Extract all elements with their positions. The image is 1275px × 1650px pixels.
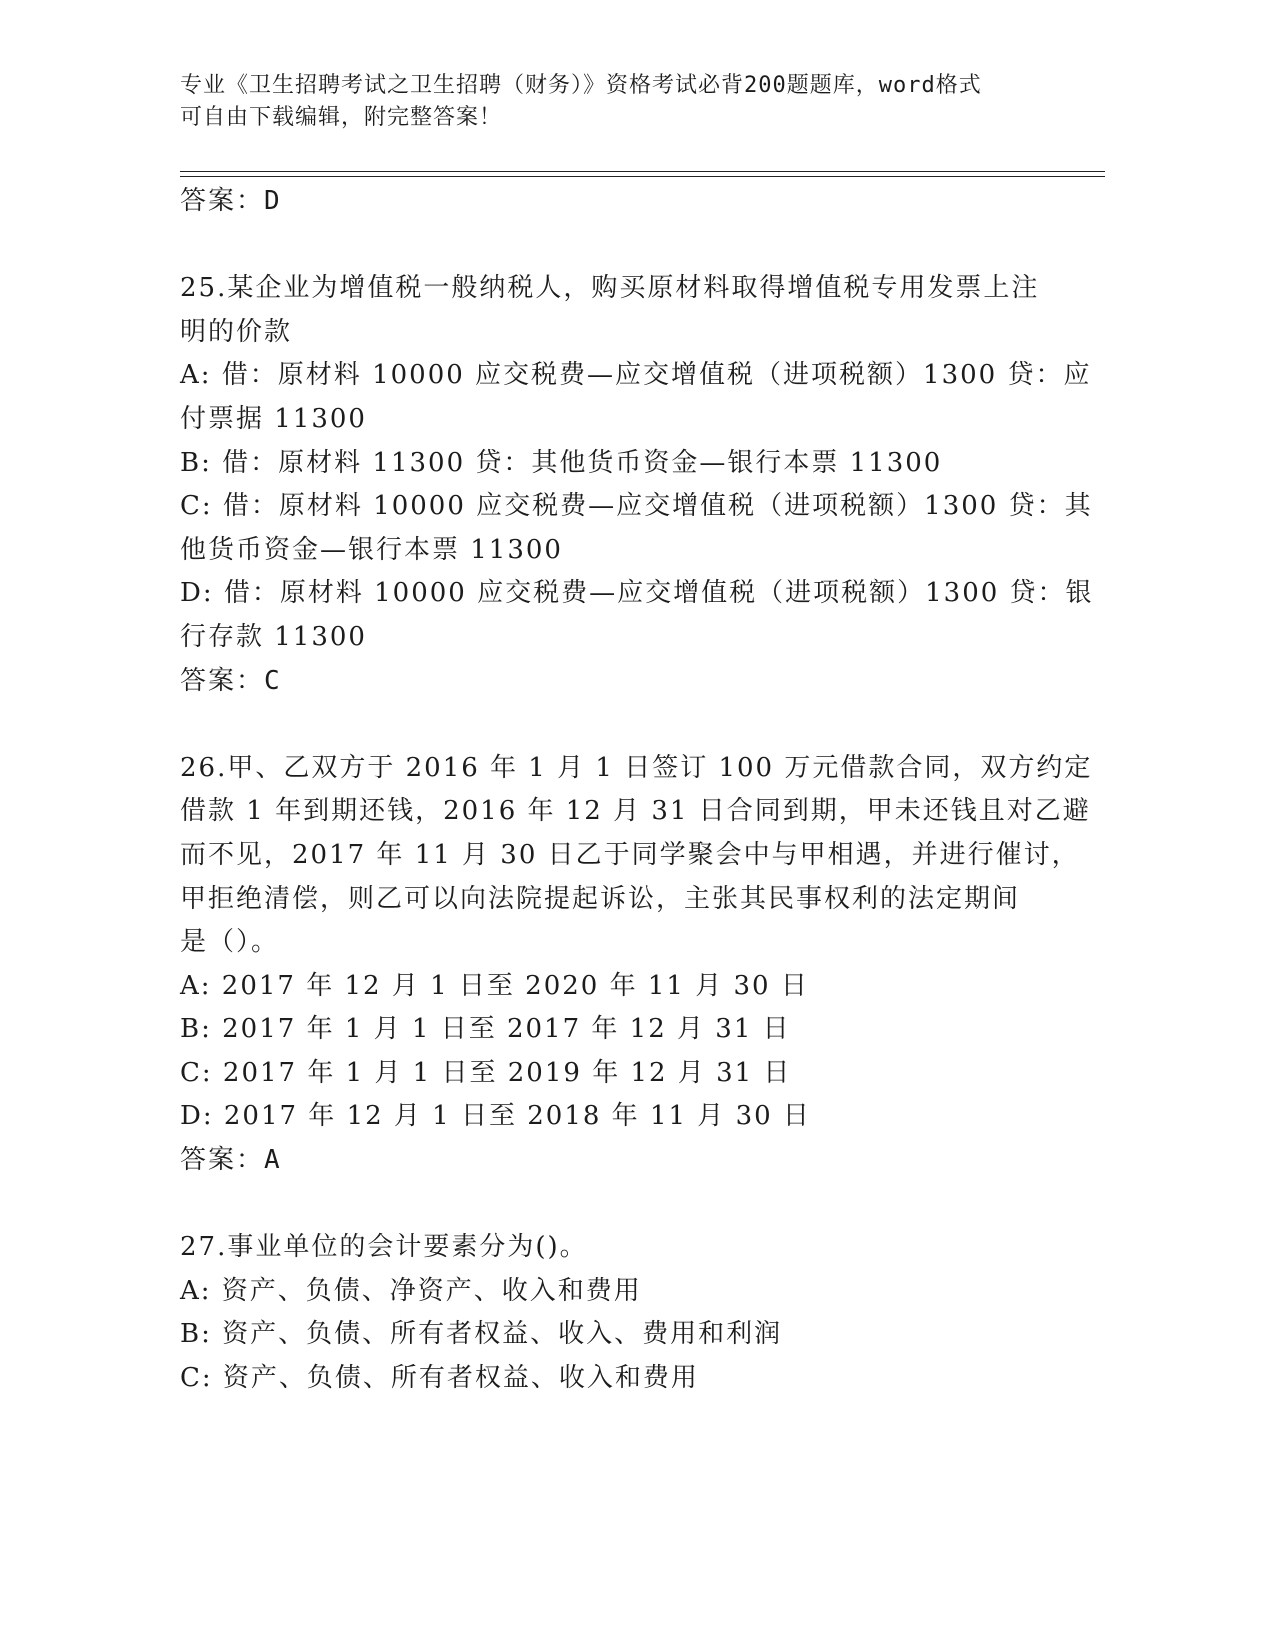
text-line: 行存款 11300 xyxy=(180,621,367,652)
text-line: B: 资产、负债、所有者权益、收入、费用和利润 xyxy=(180,1319,783,1350)
text-line: C: 借：原材料 10000 应交税费—应交增值税（进项税额）1300 贷：其 xyxy=(180,491,1093,522)
header-divider-bottom xyxy=(180,176,1105,177)
text-line: A: 资产、负债、净资产、收入和费用 xyxy=(180,1275,642,1306)
text-line: D: 借：原材料 10000 应交税费—应交增值税（进项税额）1300 贷：银 xyxy=(180,578,1094,609)
text-line: 25.某企业为增值税一般纳税人，购买原材料取得增值税专用发票上注 xyxy=(180,273,1040,304)
answer-line: 答案：D xyxy=(180,186,282,216)
paragraph-gap xyxy=(180,703,1060,747)
text-line: B: 2017 年 1 月 1 日至 2017 年 12 月 31 日 xyxy=(180,1014,791,1045)
text-line: 借款 1 年到期还钱，2016 年 12 月 31 日合同到期，甲未还钱且对乙避 xyxy=(180,796,1091,827)
header-divider-top xyxy=(180,171,1105,172)
text-line: 甲拒绝清偿，则乙可以向法院提起诉讼，主张其民事权利的法定期间 xyxy=(180,883,1021,914)
text-line: 26.甲、乙双方于 2016 年 1 月 1 日签订 100 万元借款合同，双方约定 xyxy=(180,752,1093,783)
header-line-1: 专业《卫生招聘考试之卫生招聘（财务）》资格考试必背200题题库，word格式 xyxy=(180,73,982,98)
text-line: 付票据 11300 xyxy=(180,403,367,434)
text-line: 他货币资金—银行本票 11300 xyxy=(180,534,563,565)
text-line: D: 2017 年 12 月 1 日至 2018 年 11 月 30 日 xyxy=(180,1101,811,1132)
text-line: A: 2017 年 12 月 1 日至 2020 年 11 月 30 日 xyxy=(180,970,809,1001)
text-line: 是（）。 xyxy=(180,927,280,958)
text-line: 明的价款 xyxy=(180,316,293,347)
answer-line: 答案：A xyxy=(180,1145,282,1176)
page-header xyxy=(180,70,1040,134)
question-content xyxy=(180,180,1094,1401)
paragraph-gap xyxy=(180,1183,1060,1227)
text-line: 而不见，2017 年 11 月 30 日乙于同学聚会中与甲相遇，并进行催讨， xyxy=(180,839,1080,870)
text-line: C: 资产、负债、所有者权益、收入和费用 xyxy=(180,1363,699,1394)
text-line: B: 借：原材料 11300 贷：其他货币资金—银行本票 11300 xyxy=(180,447,943,478)
header-line-2: 可自由下载编辑，附完整答案！ xyxy=(180,105,503,130)
answer-line: 答案：C xyxy=(180,665,282,696)
text-line: 27.事业单位的会计要素分为()。 xyxy=(180,1232,588,1263)
text-line: A: 借：原材料 10000 应交税费—应交增值税（进项税额）1300 贷：应 xyxy=(180,360,1092,391)
text-line: C: 2017 年 1 月 1 日至 2019 年 12 月 31 日 xyxy=(180,1057,792,1088)
paragraph-gap xyxy=(180,224,1060,268)
